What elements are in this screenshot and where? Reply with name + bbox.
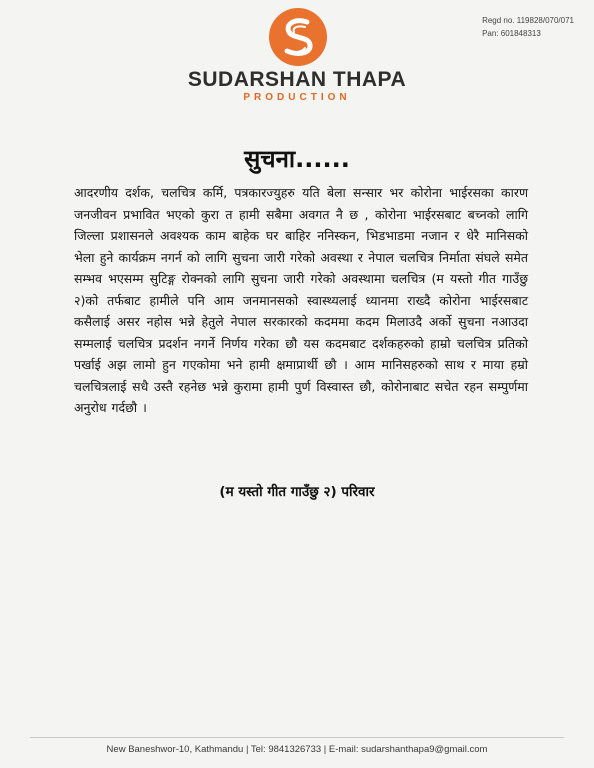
- notice-body: आदरणीय दर्शक, चलचित्र कर्मि, पत्रकारज्युहरु यति बेला सन्सार भर कोरोना भाईरसका कारण जनजीवन प्रभावित भएको कुरा त हामी सबैमा अवगत नै छ , कोरोना भाईरसबाट बच्नको लागि जिल्ला प्रशासनले अवश्यक काम बाहेक घर बाहिर ननिस्कन, भिडभाडमा नजान र धेरै मानिसको भेला हुने कार्यक्रम नगर्न को लागि सुचना जारी गरेको अवस्था र नेपाल चलचित्र निर्माता संघले समेत सम्भव भएसम्म सुटिङ्ग रोक्नको लागि सुचना जारी गरेको अवस्थामा चलचित्र (म यस्तो गीत गाउँछु २)को तर्फबाट हामीले पनि आम जनमानसको स्वास्थ्यलाई ध्यानमा राख्दै कोरोना भाईरसबाट कसैलाई असर नहोस भन्ने हेतुले नेपाल सरकारको कदममा कदम मिलाउदै अर्को सुचना नआउदा सम्मलाई चलचित्र प्रदर्शन नगर्ने निर्णय गरेका छौ यस कदमबाट दर्शकहरुको हाम्रो चलचित्र प्रतिको पर्खाई अझ लामो हुन गएकोमा भने हामी क्षमाप्रार्थी छौ । आम मानिसहरुको साथ र माया हम्रो चलचित्रलाई सधै उस्तै रहनेछ भन्ने कुरामा हामी पुर्ण विस्वास्त छौ, कोरोनाबाट सचेत रहन सम्पुर्णमा अनुरोध गर्दछौ ।: [74, 185, 528, 415]
- notice-signoff: (म यस्तो गीत गाउँछु २) परिवार: [219, 484, 375, 500]
- pan-number: Pan: 601848313: [482, 29, 541, 38]
- brand-name: SUDARSHAN THAPA: [187, 68, 407, 91]
- notice-title: सुचना......: [244, 145, 350, 173]
- brand-subtitle: PRODUCTION: [243, 92, 351, 103]
- registration-number: Regd no. 119828/070/071: [482, 16, 574, 25]
- footer-divider: [30, 737, 564, 738]
- s-swirl-logo-icon: [269, 8, 327, 66]
- footer-contact: New Baneshwor-10, Kathmandu | Tel: 9841326733 | E-mail: sudarshanthapa9@gmail.com: [106, 744, 488, 755]
- registration-info: [482, 14, 574, 40]
